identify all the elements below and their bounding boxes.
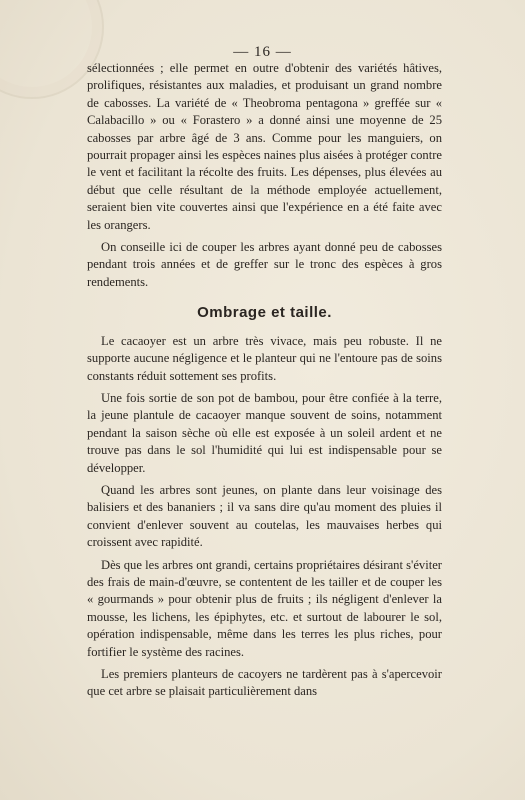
paragraph: Quand les arbres sont jeunes, on plante dans leur voisinage des balisiers et des bananiers ; il va sans dire qu'au moment des pluies il convient d'enlever souvent au coutelas, les mauvaises herbes qui croissent avec rapidité. [87,482,442,550]
paragraph: On conseille ici de couper les arbres ayant donné peu de cabosses pendant trois années et de greffer sur le tronc des espèces à gros rendements. [87,240,442,289]
paragraph-continued: sélectionnées ; elle permet en outre d'obtenir des variétés hâtives, prolifiques, résistantes aux maladies, et produisant un grand nombre de cabosses. La variété de « Theobroma pentagona » greffée sur « Calabacillo » ou « Forastero » a donné ainsi une moyenne de 25 cabosses par arbre âgé de 3 ans. Comme pour les manguiers, on pourrait propager ainsi les espèces naines plus aisées à protéger contre le vent et facilitant la récolte des fruits. Les dépenses, plus élevées au début que celle résultant de la méthode employée actuellement, seraient bien vite couvertes ainsi que l'expérience en a été faite avec les orangers. [87,61,442,232]
page-number: — 16 — [233,44,292,60]
paragraph: Dès que les arbres ont grandi, certains propriétaires désirant s'éviter des frais de main-d'œuvre, se contentent de les tailler et de couper les « gourmands » pour obtenir plus de fruits ; ils négligent d'enlever la mousse, les lichens, les épiphytes, etc. et surtout de labourer le sol, opération indispensable, même dans les terres les plus riches, pour fortifier le système des racines. [87,557,442,659]
paragraph: Le cacaoyer est un arbre très vivace, mais peu robuste. Il ne supporte aucune négligence et le planteur qui ne l'entoure pas de soins constants réduit sottement ses profits. [87,333,442,383]
section-heading: Ombrage et taille. [197,304,332,322]
page-body [87,60,442,706]
paragraph: Une fois sortie de son pot de bambou, pour être confiée à la terre, la jeune plantule de cacaoyer manque souvent de soins, notamment pendant la saison sèche où elle est exposée à un soleil ardent et ne trouve pas dans le sol l'humidité qui lui est indispensable pour se développer. [87,390,442,475]
paragraph: Les premiers planteurs de cacoyers ne tardèrent pas à s'apercevoir que cet arbre se plaisait particulièrement dans [87,667,442,699]
